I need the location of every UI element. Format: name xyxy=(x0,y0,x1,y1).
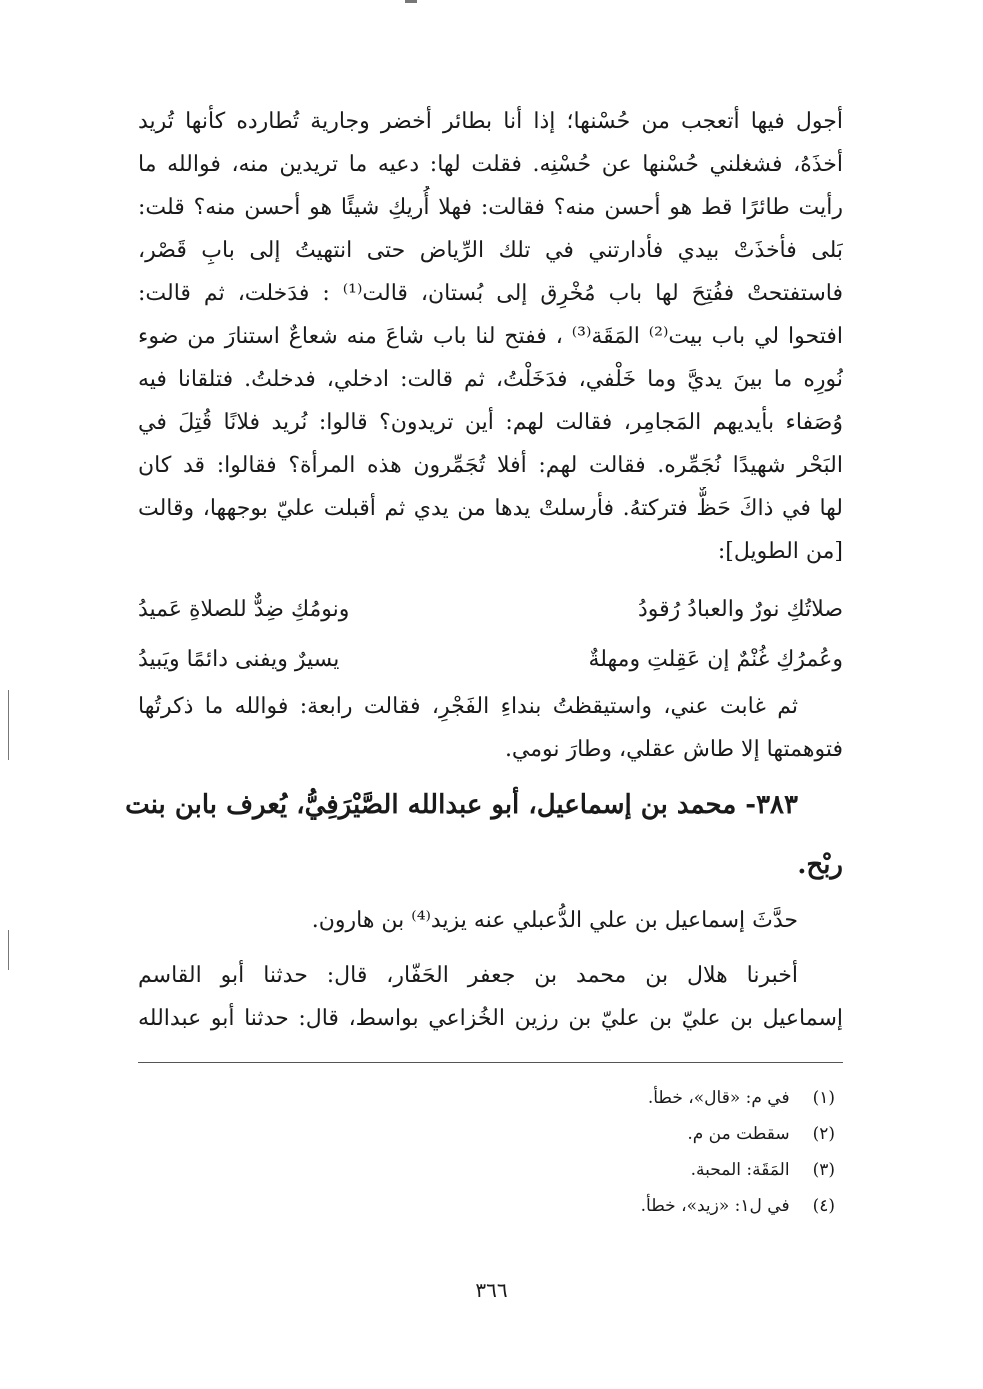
footnote-number: (٤) xyxy=(812,1196,835,1216)
footnote-text: في ل١: «زيد»، خطأ. xyxy=(640,1196,790,1216)
scan-margin-mark xyxy=(8,690,9,760)
verse-second-hemistich: يسيرٌ ويفنى دائمًا ويَبيدُ xyxy=(138,647,340,672)
text-line: وُصَفاء بأيديهم المَجامِر، فقالت لهم: أين تريدون؟ قالوا: نُريد فلانًا قُتِلَ في xyxy=(138,410,843,435)
text-line: إسماعيل بن عليّ بن عليّ بن رزين الخُزاعي بواسط، قال: حدثنا أبو عبدالله xyxy=(138,1006,843,1031)
entry-heading xyxy=(125,779,843,899)
text-line: البَحْر شهيدًا نُجَمِّره. فقالت لهم: أفلا تُجَمِّرون هذه المرأة؟ فقالوا: قد كان xyxy=(138,453,843,478)
verse-first-hemistich: وعُمرُكِ غُنْمٌ إن عَقِلتِ ومهلةٌ xyxy=(588,647,843,672)
isnad-paragraph xyxy=(138,954,843,1040)
text-line: افتحوا لي باب بيت⁽²⁾ المَقَة⁽³⁾ ، ففتح لنا باب شاعَ منه شعاعٌ استنارَ من ضوء xyxy=(138,324,843,349)
footnote-number: (١) xyxy=(812,1088,835,1108)
footnote xyxy=(641,1152,835,1188)
footnotes xyxy=(641,1080,835,1224)
footnote-text: سقطت من م. xyxy=(687,1124,790,1144)
verse-line xyxy=(138,585,843,635)
verse-first-hemistich: صلاتُكِ نورٌ والعبادُ رُقودُ xyxy=(637,597,843,622)
text-line: فتوهمتها إلا طاش عقلي، وطارَ نومي. xyxy=(504,737,843,762)
text-line: ثم غابت عني، واستيقظتُ بنداءِ الفَجْرِ، فقالت رابعة: فوالله ما ذكرتُها xyxy=(138,694,798,719)
entry-heading-line: ربْح. xyxy=(797,850,843,880)
footnote-separator xyxy=(138,1062,843,1063)
text-line: أخذَهُ، فشغلني حُسْنها عن حُسْنِه. فقلت لها: دعيه ما تريدين منه، فوالله ما xyxy=(138,152,843,177)
poem xyxy=(138,585,843,685)
footnote xyxy=(641,1188,835,1224)
verse-second-hemistich: ونومُكِ ضِدٌّ للصلاةِ عَميدُ xyxy=(138,597,350,622)
text-line: فاستفتحتْ ففُتِحَ لها باب مُخْرِق إلى بُستان، قالت⁽¹⁾ : فدَخلت، ثم قالت: xyxy=(138,281,843,306)
entry-heading-line: ٣٨٣- محمد بن إسماعيل، أبو عبدالله الصَّيْرَفِيُّ، يُعرف بابن بنت xyxy=(125,790,798,820)
page-number: ٣٦٦ xyxy=(475,1278,508,1302)
footnote-number: (٣) xyxy=(812,1160,835,1180)
text-line: حدَّثَ إسماعيل بن علي الدُّعبلي عنه يزيد⁽⁴⁾ بن هارون. xyxy=(311,908,798,933)
text-line: أخبرنا هلال بن محمد بن جعفر الحَفّار، قال: حدثنا أبو القاسم xyxy=(138,963,798,988)
verse-line xyxy=(138,635,843,685)
narration-paragraph xyxy=(138,899,843,942)
narrative-paragraph xyxy=(138,685,843,771)
text-line: أجول فيها أتعجب من حُسْنها؛ إذا أنا بطائر أخضر وجارية تُطارده كأنها تُريد xyxy=(138,109,843,134)
text-line: بَلى فأخذَتْ بيدي فأدارتني في تلك الرِّياض حتى انتهيتُ إلى بابِ قَصْر، xyxy=(138,238,843,263)
footnote-number: (٢) xyxy=(812,1124,835,1144)
text-line: نُورِه ما بينَ يديَّ وما خَلْفي، فدَخَلْتُ، ثم قالت: ادخلي، فدخلتُ. فتلقانا فيه xyxy=(138,367,843,392)
footnote xyxy=(641,1116,835,1152)
footnote xyxy=(641,1080,835,1116)
text-line: رأيت طائرًا قط هو أحسن منه؟ فقالت: فهلا أُريكِ شيئًا هو أحسن منه؟ قلت: xyxy=(138,195,843,220)
main-text xyxy=(125,100,843,1040)
scan-margin-mark xyxy=(8,930,9,970)
text-line: لها في ذاكَ حَظٌّ فتركتهُ. فأرسلتْ يدها من يدي ثم أقبلت عليّ بوجهها، وقالت xyxy=(138,496,843,521)
scan-mark xyxy=(405,0,417,3)
footnote-text: في م: «قال»، خطأ. xyxy=(647,1088,790,1108)
meter-label: [من الطويل]: xyxy=(717,539,843,564)
narrative-paragraph xyxy=(138,100,843,573)
footnote-text: المَقَة: المحبة. xyxy=(690,1160,790,1180)
